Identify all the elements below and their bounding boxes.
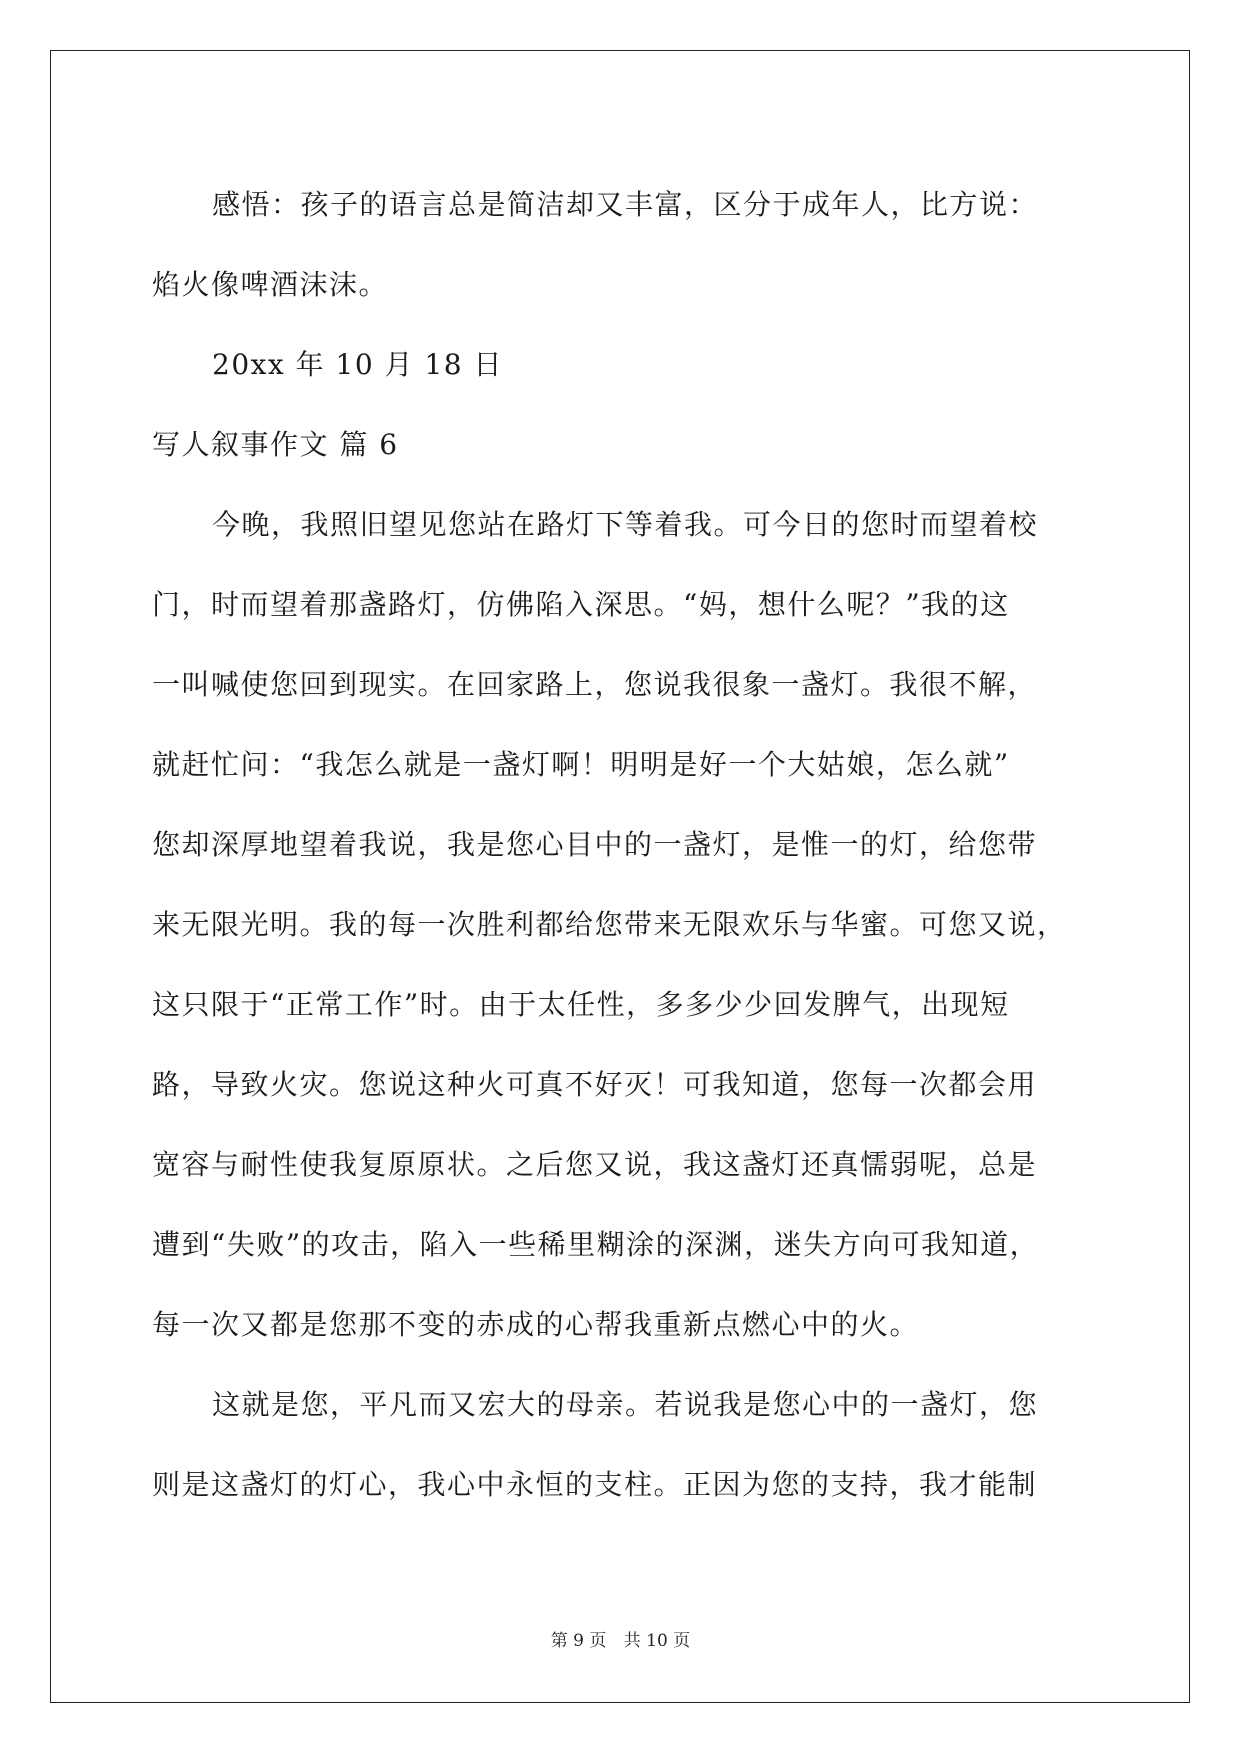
paragraph-line: 您却深厚地望着我说，我是您心目中的一盏灯，是惟一的灯，给您带 xyxy=(152,828,1038,861)
page-total: 共 10 页 xyxy=(623,1631,691,1651)
page-number: 第 9 页 xyxy=(550,1631,607,1651)
paragraph-line: 这就是您，平凡而又宏大的母亲。若说我是您心中的一盏灯，您 xyxy=(212,1388,1039,1421)
paragraph-line: 来无限光明。我的每一次胜利都给您带来无限欢乐与华蜜。可您又说， xyxy=(152,908,1067,941)
date-line: 20xx 年 10 月 18 日 xyxy=(212,348,503,381)
paragraph-line: 遭到“失败”的攻击，陷入一些稀里糊涂的深渊，迷失方向可我知道， xyxy=(152,1228,1040,1261)
paragraph-line: 焰火像啤酒沫沫。 xyxy=(152,268,389,301)
paragraph-line: 路，导致火灾。您说这种火可真不好灭！可我知道，您每一次都会用 xyxy=(152,1068,1038,1101)
section-heading: 写人叙事作文 篇 6 xyxy=(152,428,399,461)
paragraph-line: 这只限于“正常工作”时。由于太任性，多多少少回发脾气，出现短 xyxy=(152,988,1010,1021)
paragraph-line: 门，时而望着那盏路灯，仿佛陷入深思。“妈，想什么呢？”我的这 xyxy=(152,588,1010,621)
page-footer xyxy=(0,1626,1241,1651)
paragraph-line: 一叫喊使您回到现实。在回家路上，您说我很象一盏灯。我很不解， xyxy=(152,668,1038,701)
paragraph-line: 则是这盏灯的灯心，我心中永恒的支柱。正因为您的支持，我才能制 xyxy=(152,1468,1038,1501)
paragraph-line: 今晚，我照旧望见您站在路灯下等着我。可今日的您时而望着校 xyxy=(212,508,1039,541)
paragraph-line: 宽容与耐性使我复原原状。之后您又说，我这盏灯还真懦弱呢，总是 xyxy=(152,1148,1038,1181)
paragraph-line: 每一次又都是您那不变的赤成的心帮我重新点燃心中的火。 xyxy=(152,1308,920,1341)
paragraph-line: 就赶忙问：“我怎么就是一盏灯啊！明明是好一个大姑娘，怎么就” xyxy=(152,748,1010,781)
paragraph-line: 感悟：孩子的语言总是简洁却又丰富，区分于成年人，比方说： xyxy=(212,188,1039,221)
document-body xyxy=(152,165,1092,1525)
